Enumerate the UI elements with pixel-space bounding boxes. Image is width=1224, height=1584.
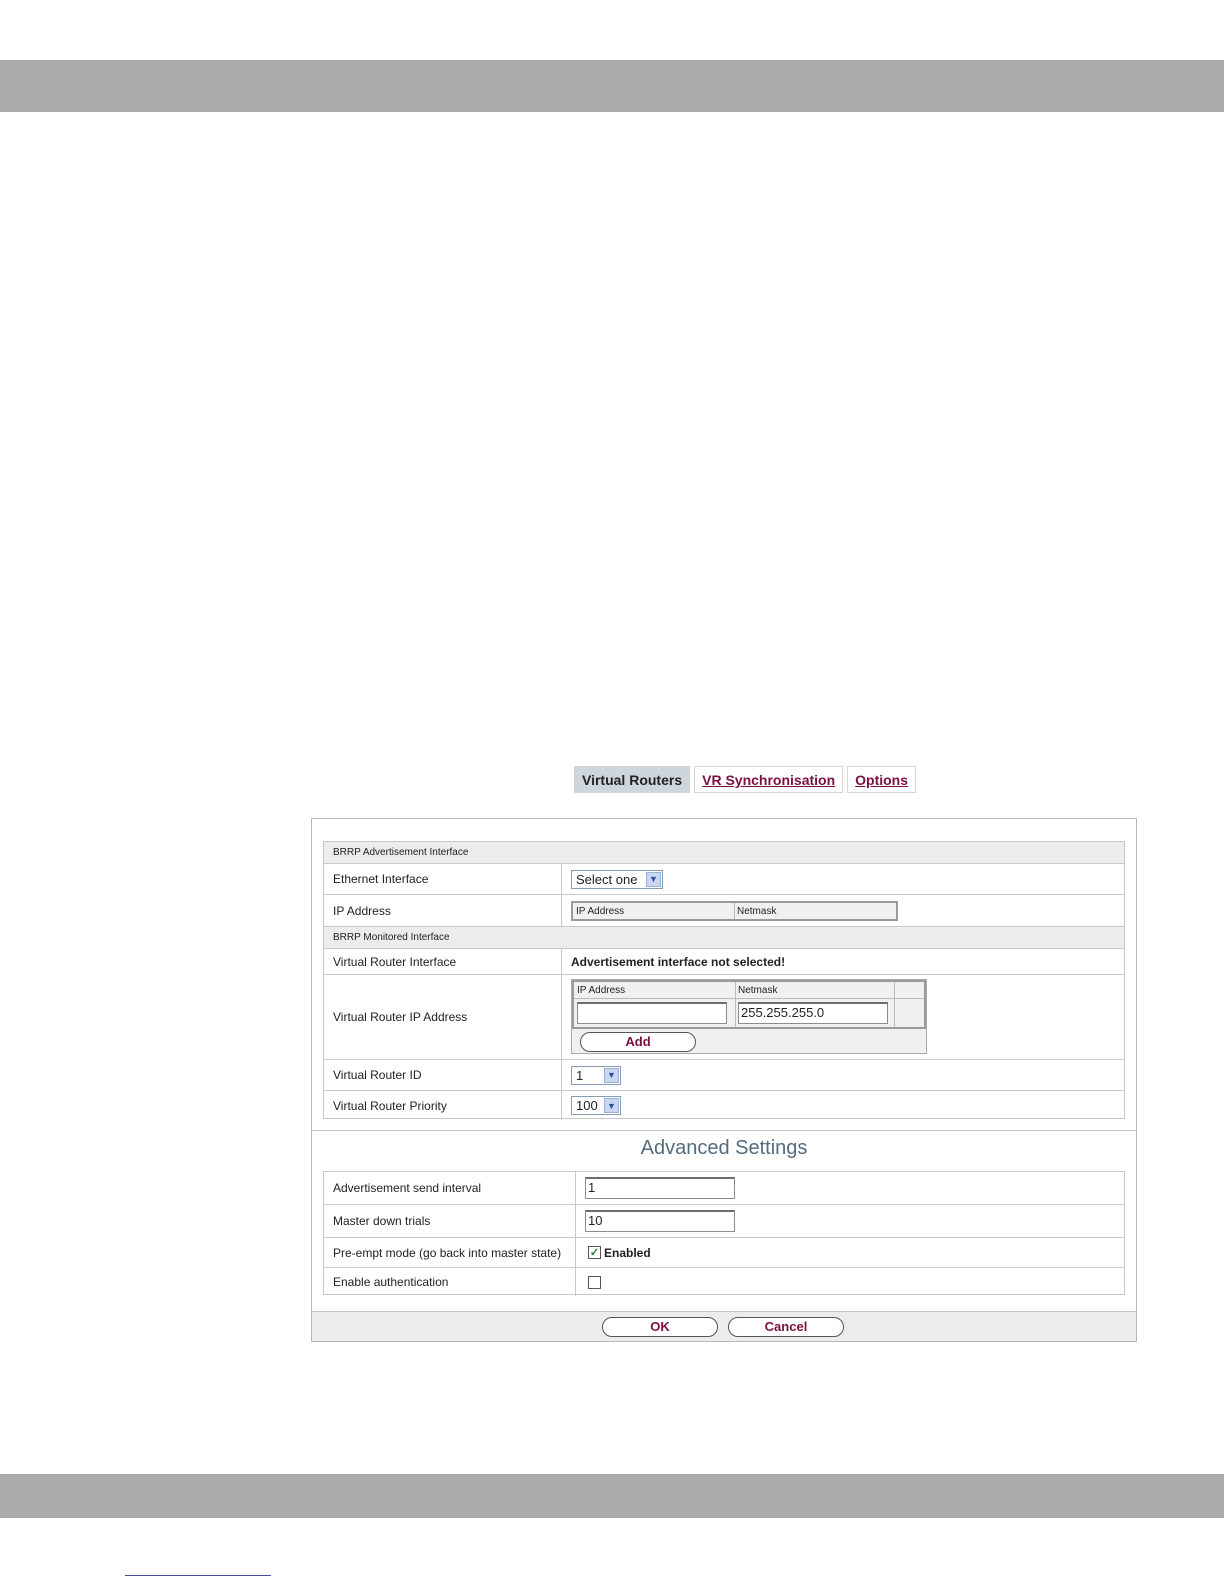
virtual-router-interface-label: Virtual Router Interface [333,954,457,969]
advertisement-warning: Advertisement interface not selected! [561,949,785,974]
master-down-trials-input[interactable]: 10 [585,1210,735,1232]
virtual-router-priority-label: Virtual Router Priority [333,1098,447,1113]
chevron-down-icon: ▼ [646,872,661,887]
footer-bar [0,1474,1224,1518]
virtual-router-ip-table: IP Address Netmask 255.255.255.0 Add [571,979,927,1054]
preempt-mode-label: Pre-empt mode (go back into master state) [333,1245,562,1260]
section-advertisement-interface: BRRP Advertisement Interface [324,842,1124,864]
row-ip-address [324,895,1124,927]
preempt-mode-checkbox[interactable]: ✓ [589,1247,600,1259]
row-advertisement-interval [324,1172,1124,1205]
virtual-router-id-select[interactable]: 1 ▼ [571,1066,621,1085]
virtual-router-priority-select[interactable]: 100 ▼ [571,1096,621,1115]
settings-panel [311,818,1137,1342]
cancel-button[interactable]: Cancel [728,1317,844,1337]
master-down-trials-label: Master down trials [333,1214,431,1228]
advertisement-interval-label: Advertisement send interval [333,1181,482,1195]
virtual-ip-input[interactable] [577,1002,727,1024]
ip-address-table: IP Address Netmask [571,901,898,921]
ok-button[interactable]: OK [602,1317,718,1337]
row-ethernet-interface [324,864,1124,895]
row-virtual-router-interface [324,949,1124,975]
row-enable-authentication [324,1268,1124,1296]
chevron-down-icon: ▼ [604,1068,619,1083]
brrp-settings-grid [323,841,1125,1119]
row-virtual-router-id [324,1060,1124,1091]
add-button[interactable]: Add [580,1032,696,1052]
advanced-settings-grid [323,1171,1125,1295]
chevron-down-icon: ▼ [604,1098,619,1113]
footnote-rule [125,1575,271,1576]
row-virtual-router-ip [324,975,1124,1060]
header-bar [0,60,1224,112]
virtual-router-ip-label: Virtual Router IP Address [333,1010,468,1024]
tab-bar [574,766,916,793]
virtual-netmask-input[interactable]: 255.255.255.0 [738,1002,888,1024]
preempt-enabled-text: Enabled [604,1245,651,1260]
advertisement-interval-input[interactable]: 1 [585,1177,735,1199]
enable-authentication-checkbox[interactable] [588,1276,601,1289]
ip-address-label: IP Address [333,903,391,918]
row-master-down-trials [324,1205,1124,1238]
enable-authentication-label: Enable authentication [333,1275,449,1289]
section-monitored-interface: BRRP Monitored Interface [324,927,1124,949]
tab-options[interactable]: Options [847,766,916,793]
ethernet-interface-select[interactable]: Select one ▼ [571,870,663,889]
button-bar [312,1311,1136,1341]
tab-vr-synchronisation[interactable]: VR Synchronisation [694,766,843,793]
virtual-router-id-label: Virtual Router ID [333,1068,422,1082]
tab-virtual-routers[interactable]: Virtual Routers [574,766,690,793]
row-virtual-router-priority [324,1091,1124,1120]
advanced-settings-title: Advanced Settings [640,1137,808,1159]
ethernet-interface-label: Ethernet Interface [333,872,429,886]
row-preempt-mode [324,1238,1124,1268]
